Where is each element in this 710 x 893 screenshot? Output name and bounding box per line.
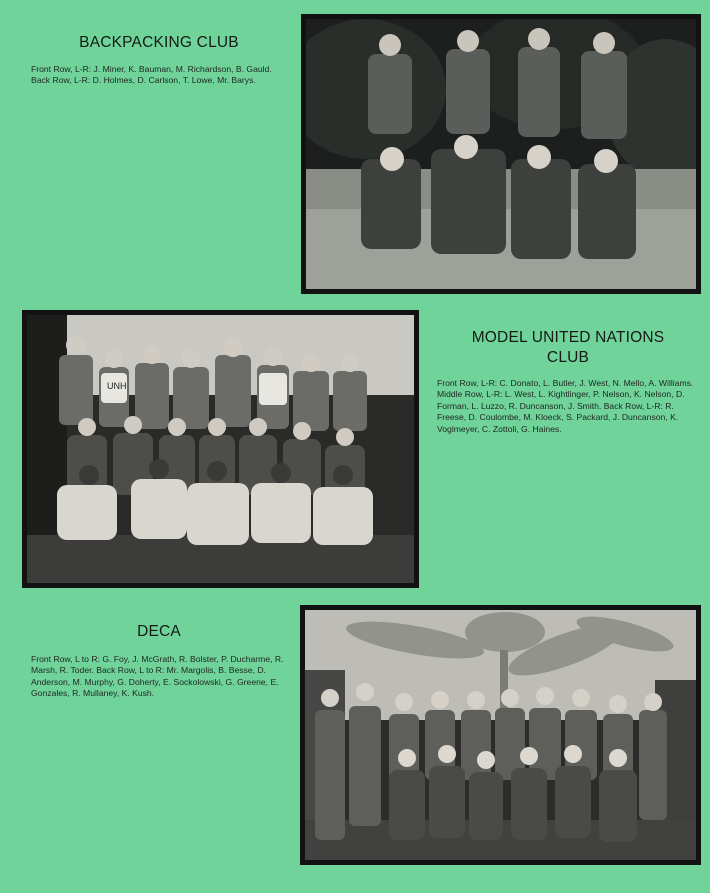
backpacking-club-photo — [301, 14, 701, 294]
backpacking-club-caption: Front Row, L-R: J. Miner, K. Bauman, M. Richardson, B. Gauld. Back Row, L-R: D. Holmes, D. Carlson, T. Lowe, Mr. Barys. — [31, 64, 272, 86]
model-un-club-title-line1: MODEL UNITED NATIONS — [471, 329, 665, 346]
backpacking-club-title: BACKPACKING CLUB — [79, 34, 239, 51]
deca-caption: Front Row, L to R: G. Foy, J. McGrath, R. Bolster, P. Ducharme, R. Marsh, R. Toder. Back Row, L to R: Mr. Margolis, B. Besse, D. Anderson, M. Murphy, G. Doherty, E. Sockolowski, G. Greene, E. Gonzales, R. Mullaney, K. Kush. — [31, 654, 284, 699]
deca-title: DECA — [137, 623, 181, 640]
model-un-club-caption: Front Row, L-R: C. Donato, L. Butler, J. West, N. Mello, A. Williams. Middle Row, L-R: L. West, L. Kightlinger, P. Nelson, K. Nelson, D. Forman, L. Luzzo, R. Duncanson, J. Smith. Back Row, L-R: R. Freese, D. Coulombe, M. Kloeck, S. Packard, J. Duncanson, K. Voglmeyer, C. Zottoli, G. Haines. — [437, 378, 694, 434]
deca-photo — [300, 605, 701, 865]
unh-shirt-text: UNH — [107, 381, 127, 391]
model-un-club-photo — [22, 310, 419, 588]
model-un-club-title — [440, 328, 696, 368]
model-un-club-title-line2: CLUB — [546, 349, 590, 366]
